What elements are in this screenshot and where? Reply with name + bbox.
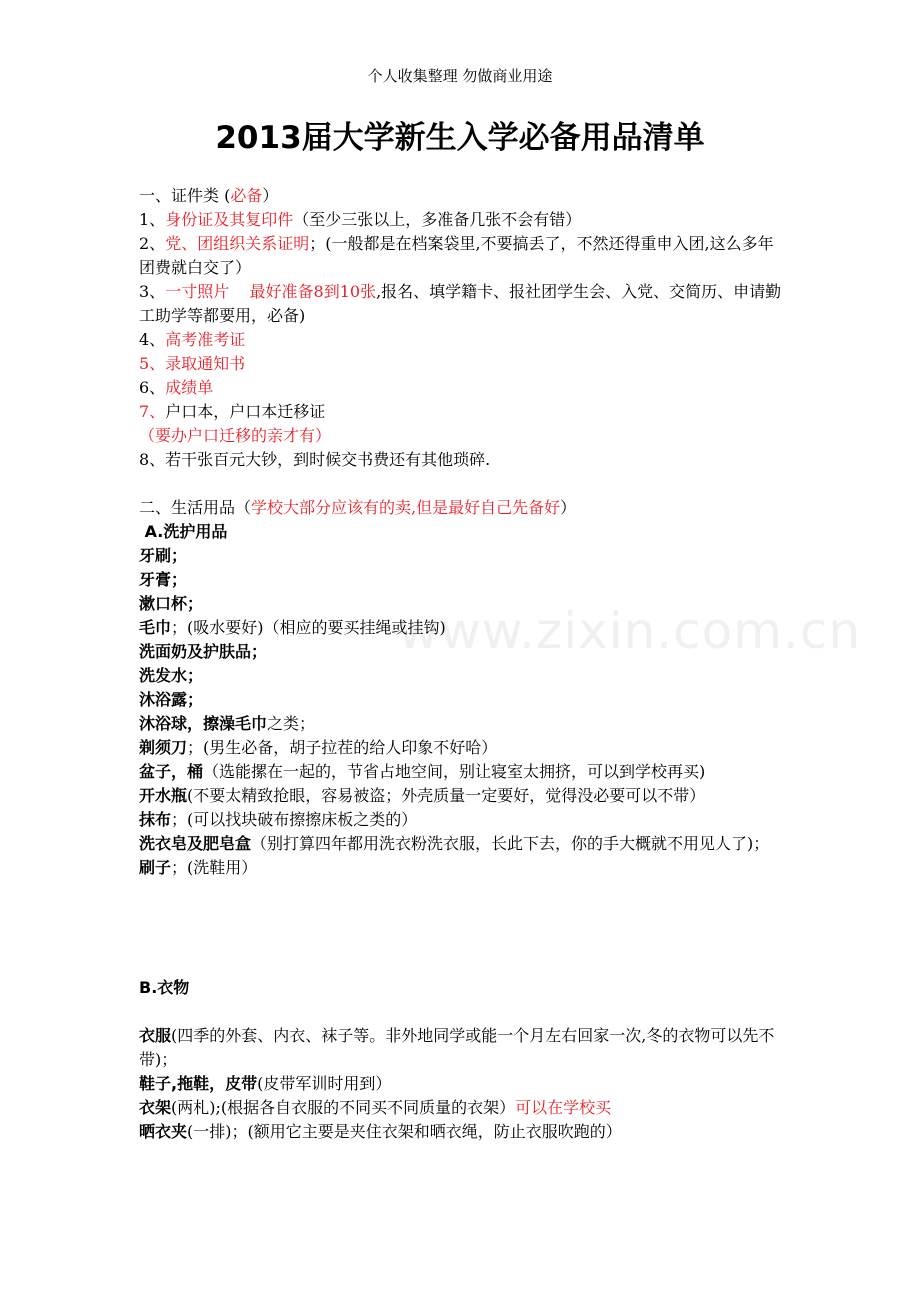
s2-a-item-7: 沐浴露； [139, 690, 204, 709]
s2-a-item-13: 洗衣皂及肥皂盒（别打算四年都用洗衣粉洗衣服，长此下去，你的手大概就不用见人了)； [139, 834, 770, 853]
s1-item-1: 1、身份证及其复印件（至少三张以上，多准备几张不会有错） [139, 210, 582, 229]
section-1-heading: 一、证件类 (必备） [139, 186, 279, 205]
s2-a-item-8: 沐浴球，擦澡毛巾之类； [139, 714, 316, 733]
s2-b-item-4: 晒衣夹(一排)；(额用它主要是夹住衣架和晒衣绳，防止衣服吹跑的） [139, 1122, 622, 1141]
s2-a-item-3: 漱口杯； [139, 594, 204, 613]
watermark: www.zixin.com.cn [398, 602, 862, 660]
s2-b-item-1: 衣服(四季的外套、内衣、袜子等。非外地同学或能一个月左右回家一次,冬的衣物可以先不带)； [139, 1026, 775, 1069]
page-title: 2013届大学新生入学必备用品清单 [215, 120, 705, 156]
document-body [139, 184, 784, 1144]
spacer [139, 1000, 784, 1024]
section-2-heading: 二、生活用品（学校大部分应该有的卖,但是最好自己先备好） [139, 498, 577, 517]
s2-a-item-4: 毛巾；(吸水要好)（相应的要买挂绳或挂钩) [139, 618, 446, 637]
s2-a-item-9: 剃须刀；(男生必备，胡子拉茬的给人印象不好哈） [139, 738, 498, 757]
s1-item-7: 7、户口本，户口本迁移证 [139, 402, 326, 421]
s2-a-item-6: 洗发水； [139, 666, 204, 685]
subsection-b-heading: B.衣物 [139, 978, 190, 997]
s2-a-item-1: 牙刷； [139, 546, 188, 565]
s2-a-item-11: 开水瓶(不要太精致抢眼，容易被盗；外壳质量一定要好，觉得没必要可以不带） [139, 786, 706, 805]
s1-item-5: 5、录取通知书 [139, 354, 246, 373]
s2-a-item-12: 抹布；(可以找块破布擦擦床板之类的） [139, 810, 418, 829]
s2-a-item-2: 牙膏； [139, 570, 188, 589]
subsection-a-heading: A.洗护用品 [139, 522, 228, 541]
s1-item-2: 2、党、团组织关系证明；(一般都是在档案袋里,不要搞丢了，不然还得重申入团,这么多年团费就白交了） [139, 234, 774, 277]
s1-item-7-note: （要办户口迁移的亲才有） [139, 426, 332, 445]
header-note: 个人收集整理 勿做商业用途 [367, 67, 553, 85]
s1-item-6: 6、成绩单 [139, 378, 214, 397]
s1-item-4: 4、高考准考证 [139, 330, 246, 349]
s1-item-3: 3、一寸照片 最好准备8到10张,报名、填学籍卡、报社团学生会、入党、交简历、申请勤工助学等都要用，必备) [139, 282, 782, 325]
s2-a-item-10: 盆子，桶（选能摞在一起的，节省占地空间，别让寝室太拥挤，可以到学校再买) [139, 762, 706, 781]
s2-a-item-5: 洗面奶及护肤品； [139, 642, 268, 661]
s2-a-item-14: 刷子；(洗鞋用） [139, 858, 258, 877]
s2-b-item-3: 衣架(两札);(根据各自衣服的不同买不同质量的衣架）可以在学校买 [139, 1098, 612, 1117]
s1-item-8: 8、若干张百元大钞，到时候交书费还有其他琐碎. [139, 450, 491, 469]
spacer [139, 472, 784, 496]
spacer [139, 880, 784, 976]
s2-b-item-2: 鞋子,拖鞋，皮带(皮带军训时用到） [139, 1074, 392, 1093]
